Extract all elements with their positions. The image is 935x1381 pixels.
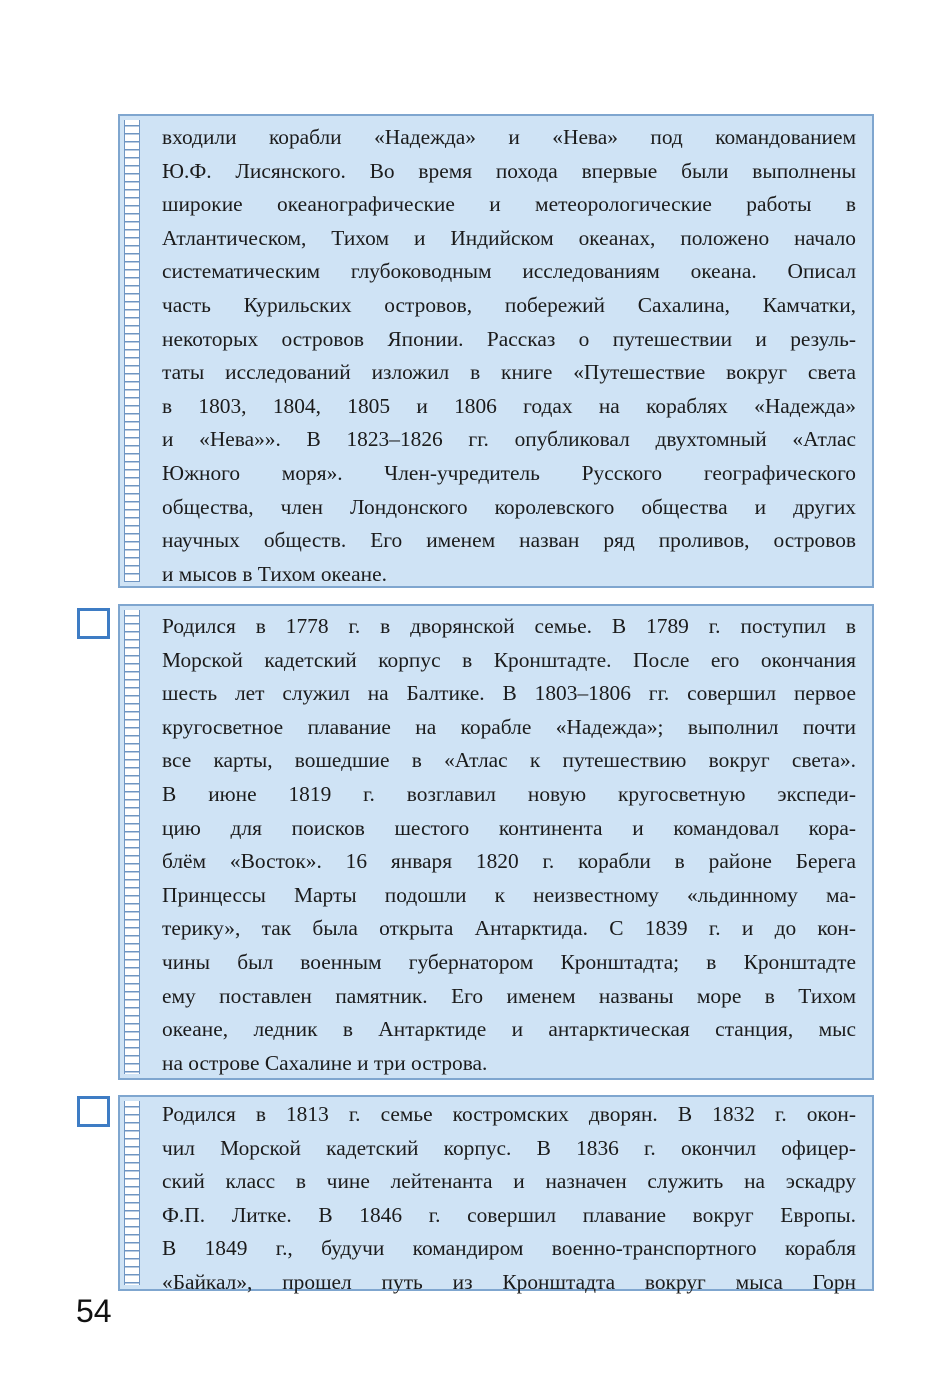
text-line: ему поставлен памятник. Его именем названы море в Тихом <box>162 983 856 1008</box>
text-line: Родился в 1778 г. в дворянской семье. В 1789 г. поступил в <box>162 614 856 638</box>
text-line: и «Нева»». В 1823–1826 гг. опубликовал двухтомный «Атлас <box>162 427 856 452</box>
biography-text-3 <box>162 1098 856 1300</box>
page-number: 54 <box>76 1293 112 1329</box>
answer-checkbox-2[interactable] <box>77 608 110 639</box>
biography-card-3 <box>118 1095 874 1294</box>
text-line: часть Курильских островов, побережий Сахалина, Камчатки, <box>162 292 856 317</box>
text-line: научных обществ. Его именем назван ряд проливов, островов <box>162 528 856 553</box>
text-line: входили корабли «Надежда» и «Нева» под командованием <box>162 125 856 149</box>
text-line: и мысов в Тихом океане. <box>162 561 387 586</box>
text-line: терику», так была открыта Антарктида. С 1839 г. и до кон- <box>162 916 856 941</box>
text-line: Атлантическом, Тихом и Индийском океанах, положено начало <box>162 225 856 250</box>
biography-card-1 <box>118 114 874 588</box>
text-line: Южного моря». Член-учредитель Русского географического <box>162 460 856 485</box>
biography-text-2 <box>162 610 856 1080</box>
text-line: блём «Восток». 16 января 1820 г. корабли в районе Берега <box>162 849 856 874</box>
text-line: таты исследований изложил в книге «Путешествие вокруг света <box>162 360 856 385</box>
text-line: Родился в 1813 г. семье костромских дворян. В 1832 г. окон- <box>162 1102 856 1126</box>
text-line: океане, ледник в Антарктиде и антарктическая станция, мыс <box>162 1017 856 1042</box>
text-line: некоторых островов Японии. Рассказ о путешествии и резуль- <box>162 326 856 351</box>
text-line: чил Морской кадетский корпус. В 1836 г. окончил офицер- <box>162 1135 856 1160</box>
text-line: шесть лет служил на Балтике. В 1803–1806 гг. совершил первое <box>162 681 856 706</box>
text-line: общества, член Лондонского королевского общества и других <box>162 494 856 519</box>
text-line: Ю.Ф. Лисянского. Во время похода впервые были выполнены <box>162 158 856 183</box>
text-line: широкие океанографические и метеорологические работы в <box>162 192 856 217</box>
biography-text-1 <box>162 121 856 591</box>
text-line: Морской кадетский корпус в Кронштадте. После его окончания <box>162 647 856 672</box>
text-line: все карты, вошедшие в «Атлас к путешествию вокруг света». <box>162 748 856 773</box>
text-line: В 1849 г., будучи командиром военно-транспортного корабля <box>162 1236 856 1261</box>
notebook-binding-strip <box>124 610 140 1074</box>
text-line: в 1803, 1804, 1805 и 1806 годах на кораблях «Надежда» <box>162 393 856 418</box>
text-line: Принцессы Марты подошли к неизвестному «льдинному ма- <box>162 882 856 907</box>
text-line: чины был военным губернатором Кронштадта; в Кронштадте <box>162 949 856 974</box>
text-line: цию для поисков шестого континента и командовал кора- <box>162 815 856 840</box>
biography-card-2 <box>118 604 874 1080</box>
answer-checkbox-3[interactable] <box>77 1096 110 1127</box>
text-line: «Байкал», прошел путь из Кронштадта вокруг мыса Горн <box>162 1269 856 1294</box>
notebook-binding-strip <box>124 120 140 582</box>
text-line: на острове Сахалине и три острова. <box>162 1050 488 1075</box>
text-line: кругосветное плавание на корабле «Надежда»; выполнил почти <box>162 714 856 739</box>
text-line: Ф.П. Литке. В 1846 г. совершил плавание вокруг Европы. <box>162 1202 856 1227</box>
notebook-binding-strip <box>124 1101 140 1285</box>
text-line: систематическим глубоководным исследованиям океана. Описал <box>162 259 856 284</box>
text-line: ский класс в чине лейтенанта и назначен служить на эскадру <box>162 1169 856 1194</box>
text-line: В июне 1819 г. возглавил новую кругосветную экспеди- <box>162 781 856 806</box>
